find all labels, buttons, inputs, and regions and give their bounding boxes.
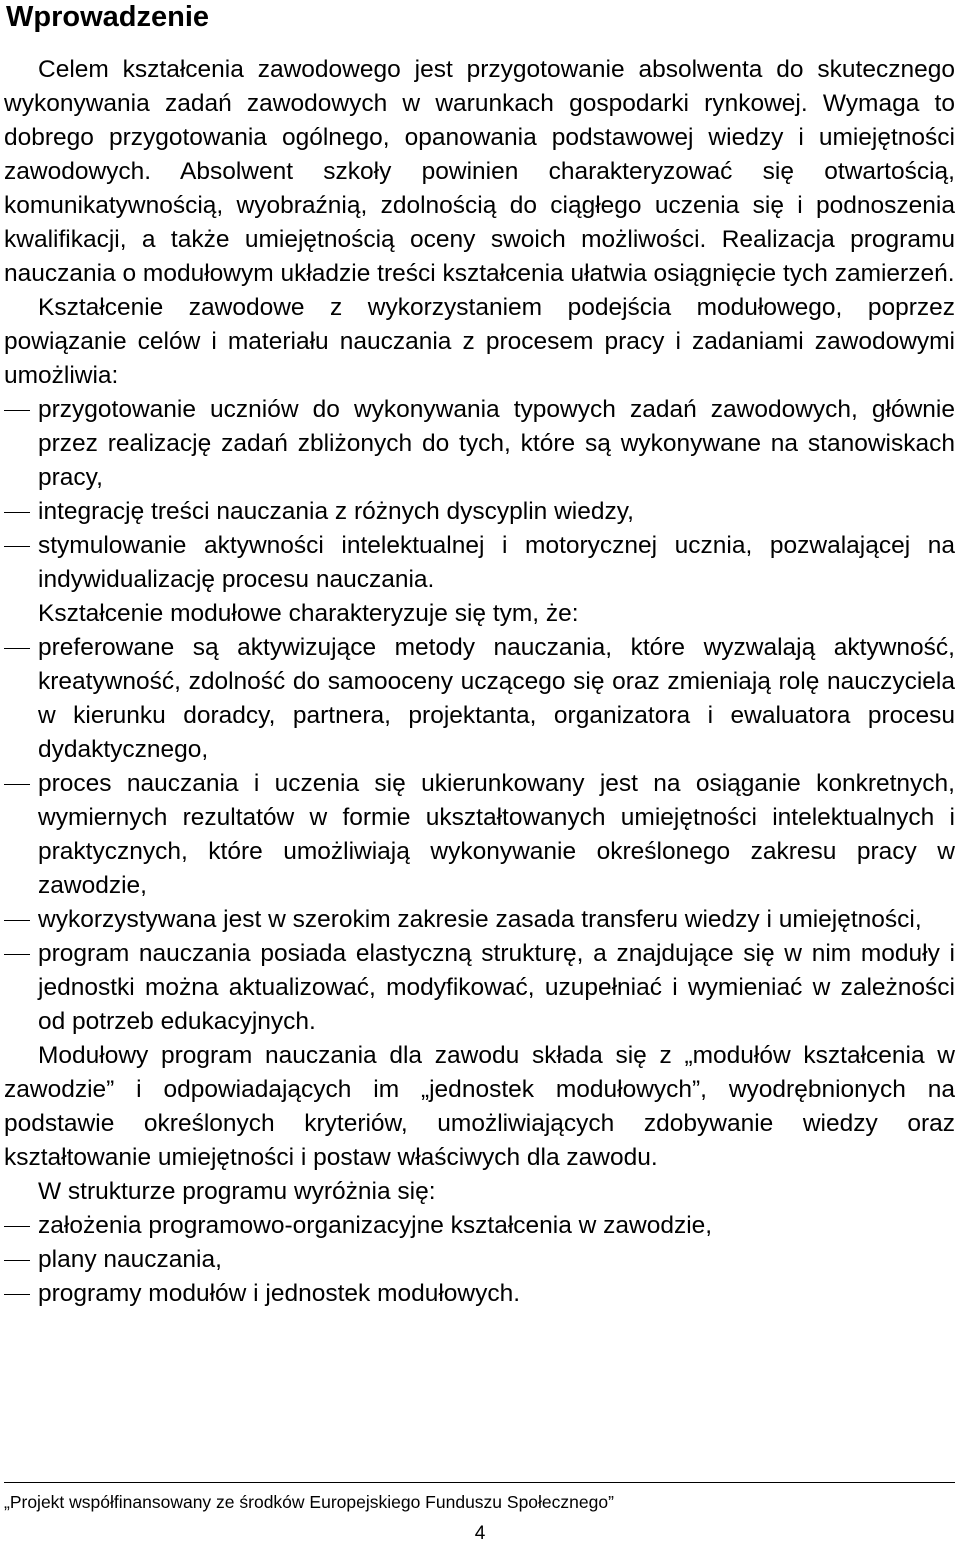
dash-bullet-icon xyxy=(4,1226,30,1227)
list-item: programy modułów i jednostek modułowych. xyxy=(4,1277,955,1311)
dash-bullet-icon xyxy=(4,954,30,955)
list-item: założenia programowo-organizacyjne kształcenia w zawodzie, xyxy=(4,1209,955,1243)
paragraph-intro: Celem kształcenia zawodowego jest przygotowanie absolwenta do skutecznego wykonywania zadań zawodowych w warunkach gospodarki rynkowej. Wymaga to dobrego przygotowania ogólnego, opanowania podstawowej wiedzy i umiejętności zawodowych. Absolwent szkoły powinien charakteryzować się otwartością, komunikatywnością, wyobraźnią, zdolnością do ciągłego uczenia się i podnoszenia kwalifikacji, a także umiejętnością oceny swoich możliwości. Realizacja programu nauczania o modułowym układzie treści kształcenia ułatwia osiągnięcie tych zamierzeń. xyxy=(4,56,955,287)
dash-bullet-icon xyxy=(4,546,30,547)
footer-funding-note: „Projekt współfinansowany ze środków Europejskiego Funduszu Społecznego” xyxy=(4,1492,614,1512)
list-item: preferowane są aktywizujące metody nauczania, które wyzwalają aktywność, kreatywność, zdolność do samooceny uczącego się oraz zmieniają rolę nauczyciela w kierunku doradcy, partnera, projektanta, organizatora i ewaluatora procesu dydaktycznego, xyxy=(4,631,955,767)
section-heading: Wprowadzenie xyxy=(6,1,210,33)
body-text xyxy=(4,53,955,1311)
structure-list xyxy=(4,1209,955,1311)
list-item: integrację treści nauczania z różnych dyscyplin wiedzy, xyxy=(4,495,955,529)
benefits-list xyxy=(4,393,955,597)
characteristics-list xyxy=(4,631,955,1039)
page-number: 4 xyxy=(474,1523,486,1544)
dash-bullet-icon xyxy=(4,648,30,649)
dash-bullet-icon xyxy=(4,1294,30,1295)
list-item: proces nauczania i uczenia się ukierunkowany jest na osiąganie konkretnych, wymiernych rezultatów w formie ukształtowanych umiejętności intelektualnych i praktycznych, które umożliwiają wykonywanie określonego zakresu pracy w zawodzie, xyxy=(4,767,955,903)
paragraph-program-structure: Modułowy program nauczania dla zawodu składa się z „modułów kształcenia w zawodzie” i odpowiadających im „jednostek modułowych”, wyodrębnionych na podstawie określonych kryteriów, umożliwiających zdobywanie wiedzy oraz kształtowanie umiejętności i postaw właściwych dla zawodu. xyxy=(4,1042,955,1171)
list-item: przygotowanie uczniów do wykonywania typowych zadań zawodowych, głównie przez realizację zadań zbliżonych do tych, które są wykonywane na stanowiskach pracy, xyxy=(4,393,955,495)
list-item: stymulowanie aktywności intelektualnej i motorycznej ucznia, pozwalającej na indywidualizację procesu nauczania. xyxy=(4,529,955,597)
paragraph-structure-intro: W strukturze programu wyróżnia się: xyxy=(38,1178,436,1205)
dash-bullet-icon xyxy=(4,1260,30,1261)
list-item: program nauczania posiada elastyczną strukturę, a znajdujące się w nim moduły i jednostki można aktualizować, modyfikować, uzupełniać i wymieniać w zależności od potrzeb edukacyjnych. xyxy=(4,937,955,1039)
footer-divider xyxy=(4,1482,955,1483)
dash-bullet-icon xyxy=(4,410,30,411)
dash-bullet-icon xyxy=(4,920,30,921)
paragraph-characteristics: Kształcenie modułowe charakteryzuje się tym, że: xyxy=(38,600,579,627)
paragraph-modular-education: Kształcenie zawodowe z wykorzystaniem podejścia modułowego, poprzez powiązanie celów i materiału nauczania z procesem pracy i zadaniami zawodowymi umożliwia: xyxy=(4,294,955,389)
dash-bullet-icon xyxy=(4,512,30,513)
list-item: plany nauczania, xyxy=(4,1243,955,1277)
dash-bullet-icon xyxy=(4,784,30,785)
list-item: wykorzystywana jest w szerokim zakresie zasada transferu wiedzy i umiejętności, xyxy=(4,903,955,937)
